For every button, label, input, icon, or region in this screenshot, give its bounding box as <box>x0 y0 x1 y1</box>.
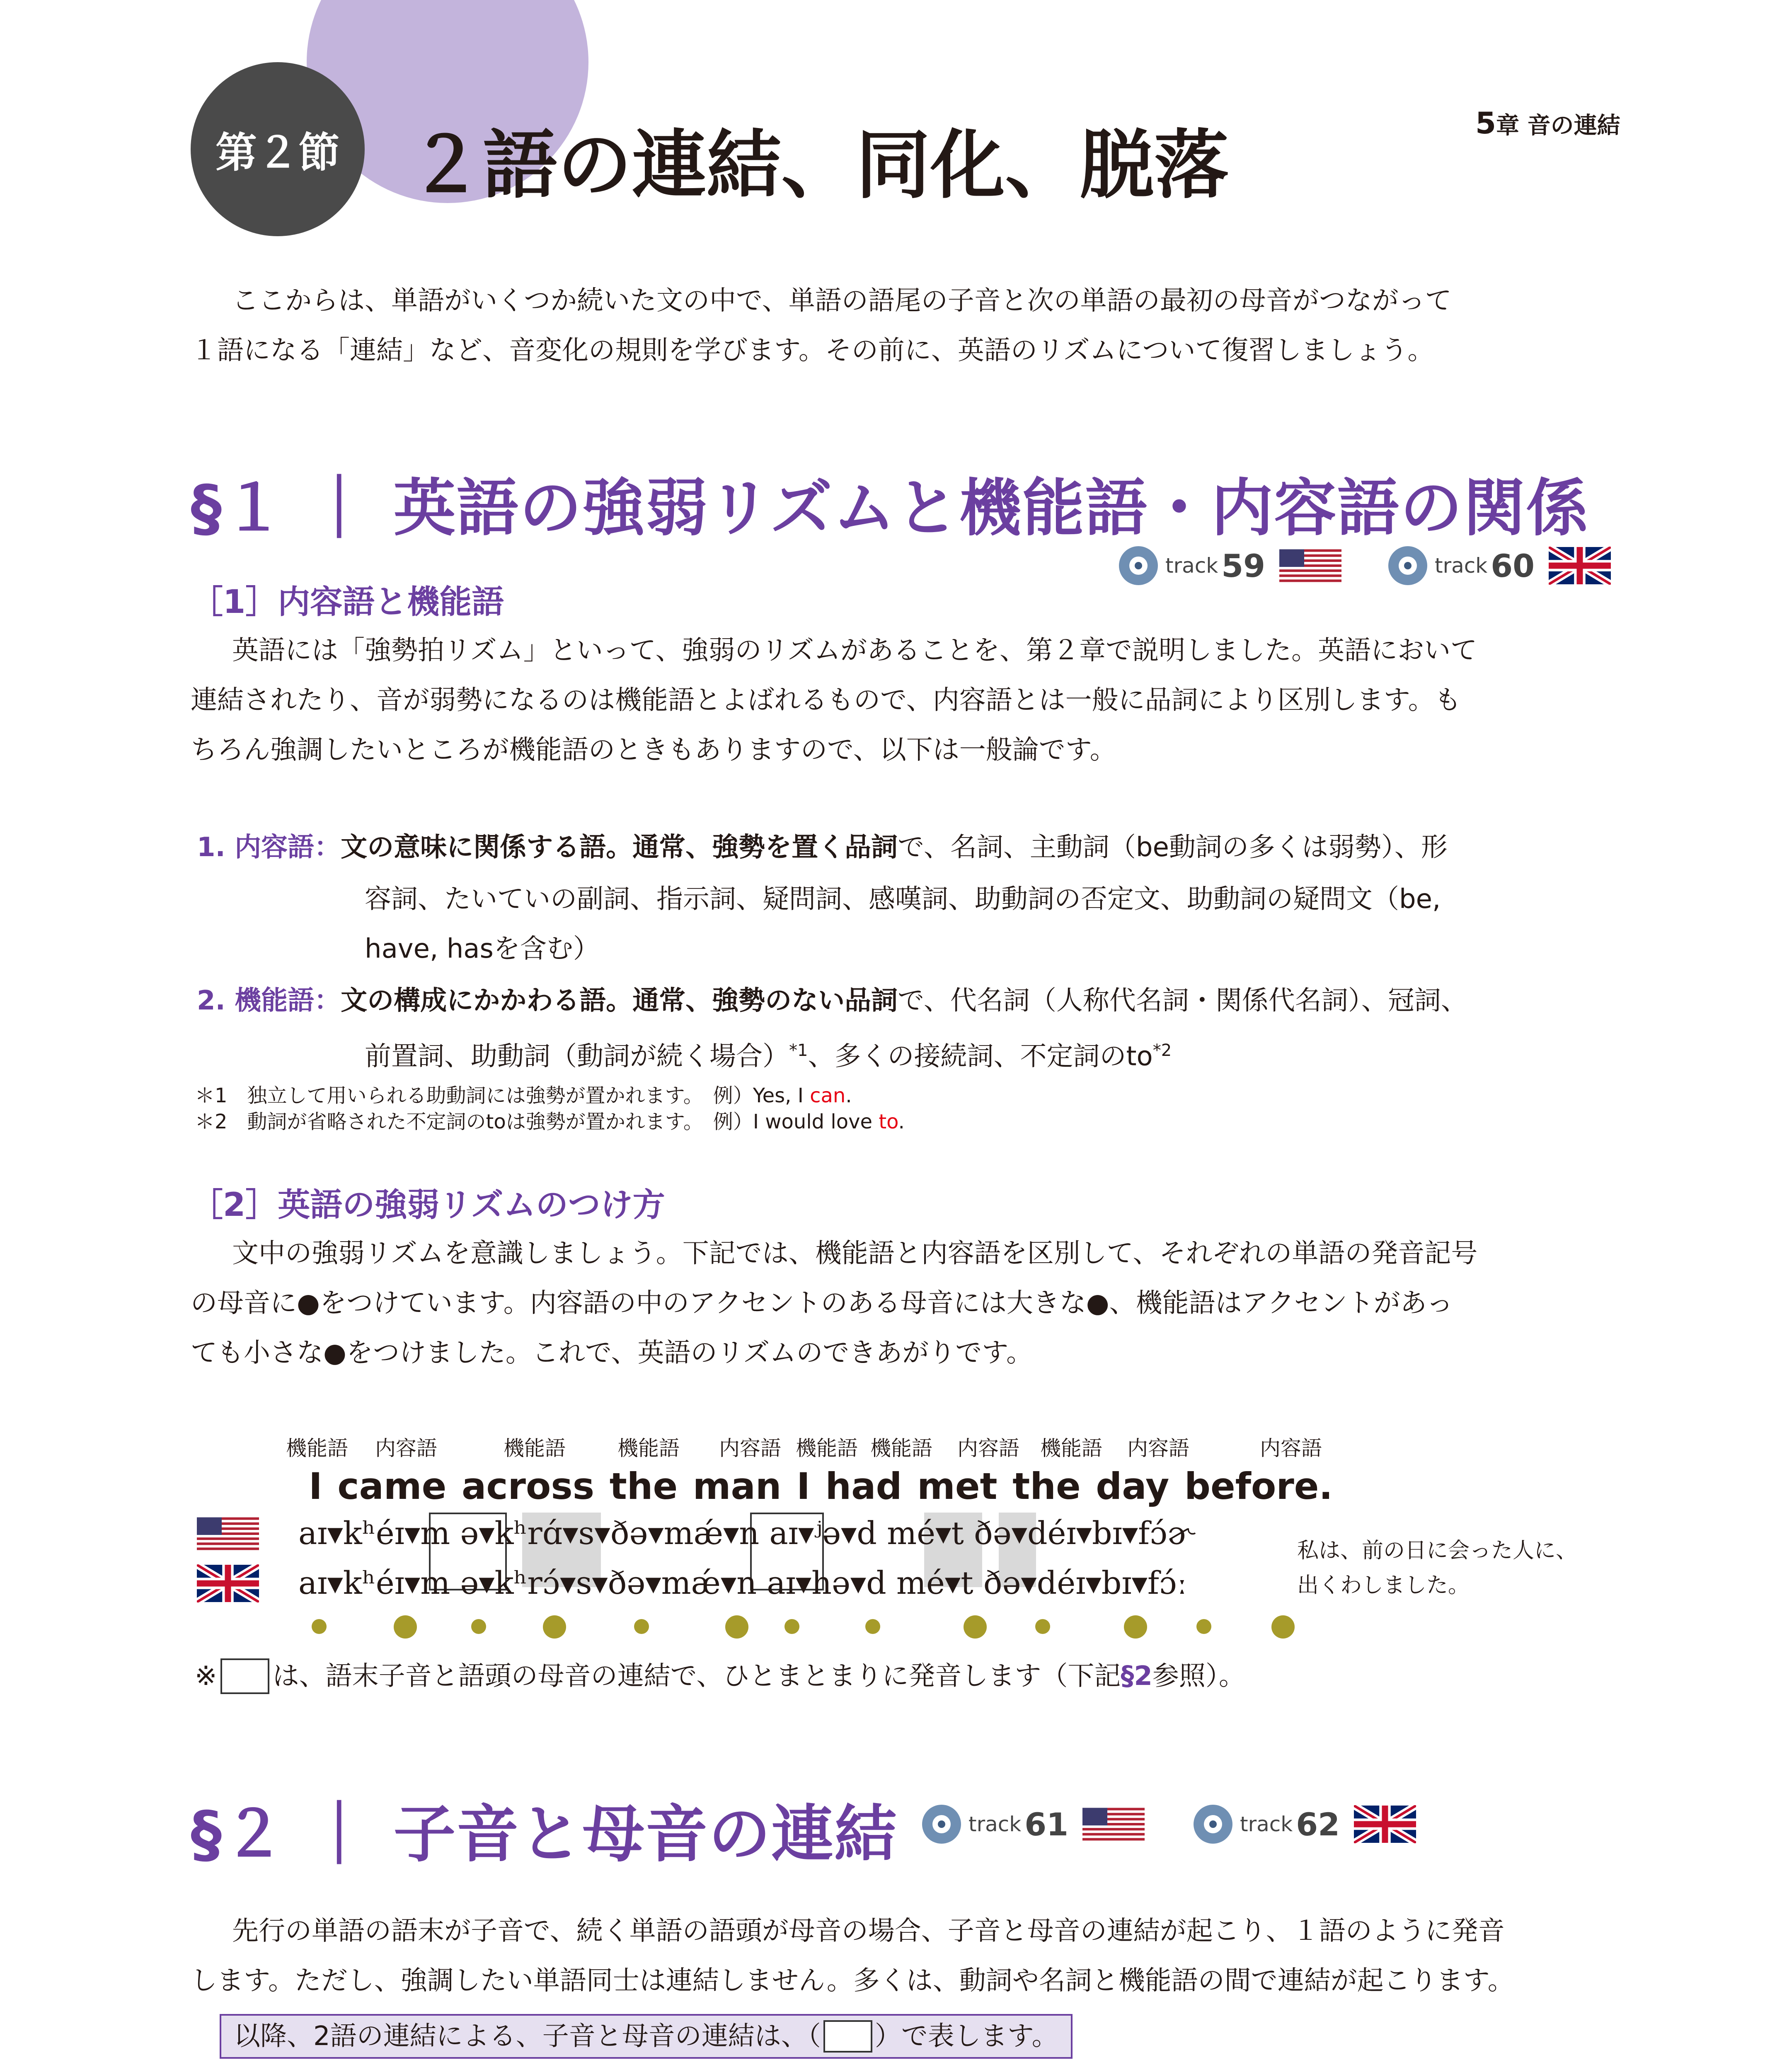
tag-content: 内容語 <box>957 1436 1019 1460</box>
note-mark: ※ <box>195 1661 217 1692</box>
item2-bold: 文の構成にかかわる語。通常、強勢のない品詞 <box>341 985 898 1016</box>
footnote-highlight: to <box>879 1110 898 1133</box>
translation <box>1297 1533 1577 1603</box>
item1-text: で、名詞、主動詞（be動詞の多くは弱勢）、形 <box>898 832 1448 863</box>
section-badge <box>191 62 365 236</box>
track-number: 61 <box>1024 1806 1069 1843</box>
footnote-1 <box>195 1080 852 1108</box>
small-dot <box>471 1619 486 1634</box>
s2-line-1: 先行の単語の語末が子音で、続く単語の語頭が母音の場合、子音と母音の連結が起こり、１語のように発音 <box>232 1916 1505 1946</box>
link-box-sample <box>823 2020 872 2053</box>
track-62[interactable] <box>1194 1805 1416 1844</box>
item1 <box>197 823 1448 872</box>
item1-line-2: 容詞、たいていの副詞、指示詞、疑問詞、感嘆詞、助動詞の否定文、助動詞の疑問文（be, <box>365 884 1441 915</box>
section-badge-text: 第２節 <box>215 128 340 177</box>
small-dot <box>312 1619 327 1634</box>
track-label: track <box>1165 554 1218 578</box>
intro-line-1: ここからは、単語がいくつか続いた文の中で、単語の語尾の子音と次の単語の最初の母音がつながって <box>232 286 1452 316</box>
cd-icon <box>1119 546 1158 585</box>
tag-function: 機能語 <box>504 1436 566 1460</box>
track-number: 62 <box>1296 1806 1340 1843</box>
intro-line-2: １語になる「連結」など、音変化の規則を学びます。その前に、英語のリズムについて復習しましょう。 <box>191 335 1434 366</box>
chapter-label <box>1475 106 1620 140</box>
item1-line-3: have, hasを含む） <box>365 934 600 964</box>
tag-content: 内容語 <box>1260 1436 1322 1460</box>
s1-line-3: ちろん強調したいところが機能語のときもありますので、以下は一般論です。 <box>191 735 1116 765</box>
small-dot <box>634 1619 649 1634</box>
cd-icon <box>1388 546 1427 585</box>
big-dot <box>394 1615 417 1639</box>
tag-function: 機能語 <box>796 1436 858 1460</box>
us-flag-icon <box>1082 1805 1145 1843</box>
note-end: 参照）。 <box>1152 1661 1245 1692</box>
track-61[interactable] <box>922 1805 1145 1844</box>
s1b-line-2: の母音に●をつけています。内容語の中のアクセントのある母音には大きな●、機能語はアクセントがあっ <box>191 1288 1453 1319</box>
s1b-line-3: ても小さな●をつけました。これで、英語のリズムのできあがりです。 <box>191 1338 1033 1368</box>
uk-flag-icon <box>197 1564 259 1602</box>
footnote-2 <box>195 1106 905 1134</box>
boxed-note-a: 以降、2語の連結による、子音と母音の連結は、（ <box>234 2021 821 2052</box>
example-sentence: I came across the man I had met the day before. <box>309 1465 1333 1508</box>
big-dot <box>1124 1615 1147 1639</box>
track-number: 60 <box>1491 547 1535 584</box>
page-title: ２語の連結、同化、脱落 <box>408 122 1229 209</box>
tag-function: 機能語 <box>870 1436 932 1460</box>
footnote-text: ＊1 独立して用いられる助動詞には強勢が置かれます。 例）Yes, I <box>195 1084 810 1107</box>
item2-line-2 <box>365 1026 1172 1081</box>
tag-function: 機能語 <box>1040 1436 1102 1460</box>
s1-line-1: 英語には「強勢拍リズム」といって、強弱のリズムがあることを、第２章で説明しました。英語において <box>232 635 1477 666</box>
word-tags <box>0 1432 1782 1461</box>
s1b-line-1: 文中の強弱リズムを意識しましょう。下記では、機能語と内容語を区別して、それぞれの単語の発音記号 <box>232 1238 1478 1269</box>
small-dot <box>1035 1619 1050 1634</box>
footnote-ref-1: *1 <box>789 1041 808 1060</box>
cd-icon <box>1194 1805 1232 1844</box>
tag-content: 内容語 <box>375 1436 437 1460</box>
chapter-name: 章 音の連結 <box>1496 112 1620 139</box>
boxed-note <box>220 2014 1073 2059</box>
item1-label: 1. 内容語： <box>197 832 341 863</box>
note-text: は、語末子音と語頭の母音の連結で、ひとまとまりに発音します（下記 <box>272 1661 1121 1692</box>
track-59[interactable] <box>1119 546 1341 585</box>
chapter-number: 5 <box>1475 106 1496 140</box>
translation-line: 私は、前の日に会った人に、 <box>1297 1538 1578 1563</box>
tag-function: 機能語 <box>286 1436 348 1460</box>
ipa-us: aɪ▾kʰéɪ▾m ə▾kʰrɑ́▾s▾ðə▾mǽ▾n aɪ▾ʲə▾d mé▾t ðə▾déɪ▾bɪ▾fɔ́ɚ <box>298 1515 1194 1552</box>
translation-line: 出くわしました。 <box>1297 1573 1470 1598</box>
footnote-end: . <box>845 1084 852 1107</box>
us-flag-icon <box>1279 547 1341 585</box>
sub-title-1-1: ［1］内容語と機能語 <box>191 583 504 621</box>
item2-label: 2. 機能語： <box>197 985 341 1016</box>
item2-line2b: 、多くの接続詞、不定詞のto <box>808 1041 1153 1072</box>
tag-content: 内容語 <box>1127 1436 1189 1460</box>
small-dot <box>784 1619 799 1634</box>
big-dot <box>725 1615 748 1639</box>
track-label: track <box>968 1812 1022 1836</box>
sub-title-1-2: ［2］英語の強弱リズムのつけ方 <box>191 1186 665 1224</box>
item2-text: で、代名詞（人称代名詞・関係代名詞）、冠詞、 <box>898 985 1467 1016</box>
footnote-end: . <box>898 1110 905 1133</box>
track-60[interactable] <box>1388 546 1611 585</box>
s2-line-2: します。ただし、強調したい単語同士は連結しません。多くは、動詞や名詞と機能語の間で連結が起こります。 <box>191 1965 1514 1996</box>
item2-line2a: 前置詞、助動詞（動詞が続く場合） <box>365 1041 789 1072</box>
section2-title: §２ ｜ 子音と母音の連結 <box>191 1798 898 1871</box>
boxed-note-b: ）で表します。 <box>874 2021 1058 2052</box>
note-ref: §2 <box>1121 1661 1152 1692</box>
small-dot <box>865 1619 880 1634</box>
footnote-highlight: can <box>810 1084 846 1107</box>
s1-line-2: 連結されたり、音が弱勢になるのは機能語とよばれるもので、内容語とは一般に品詞により区別します。も <box>191 685 1461 716</box>
footnote-text: ＊2 動詞が省略された不定詞のtoは強勢が置かれます。 例）I would love <box>195 1110 879 1133</box>
item1-bold: 文の意味に関係する語。通常、強勢を置く品詞 <box>341 832 898 863</box>
track-label: track <box>1435 554 1488 578</box>
big-dot <box>1271 1615 1295 1639</box>
small-dot <box>1196 1619 1211 1634</box>
tag-content: 内容語 <box>719 1436 781 1460</box>
section1-title: §１ ｜ 英語の強弱リズムと機能語・内容語の関係 <box>191 472 1589 545</box>
item2 <box>197 976 1467 1026</box>
track-number: 59 <box>1221 547 1266 584</box>
linking-note <box>195 1651 1245 1701</box>
tag-function: 機能語 <box>617 1436 680 1460</box>
ipa-uk: aɪ▾kʰéɪ▾m ə▾kʰrɔ́▾s▾ðə▾mǽ▾n aɪ▾hə▾d mé▾t ðə▾déɪ▾bɪ▾fɔ́ː <box>298 1564 1188 1601</box>
link-box-sample <box>220 1658 269 1694</box>
uk-flag-icon <box>1354 1805 1416 1843</box>
us-flag-icon <box>197 1515 259 1553</box>
uk-flag-icon <box>1549 547 1611 585</box>
big-dot <box>543 1615 566 1639</box>
cd-icon <box>922 1805 961 1844</box>
track-label: track <box>1240 1812 1293 1836</box>
footnote-ref-2: *2 <box>1152 1041 1172 1060</box>
big-dot <box>964 1615 987 1639</box>
